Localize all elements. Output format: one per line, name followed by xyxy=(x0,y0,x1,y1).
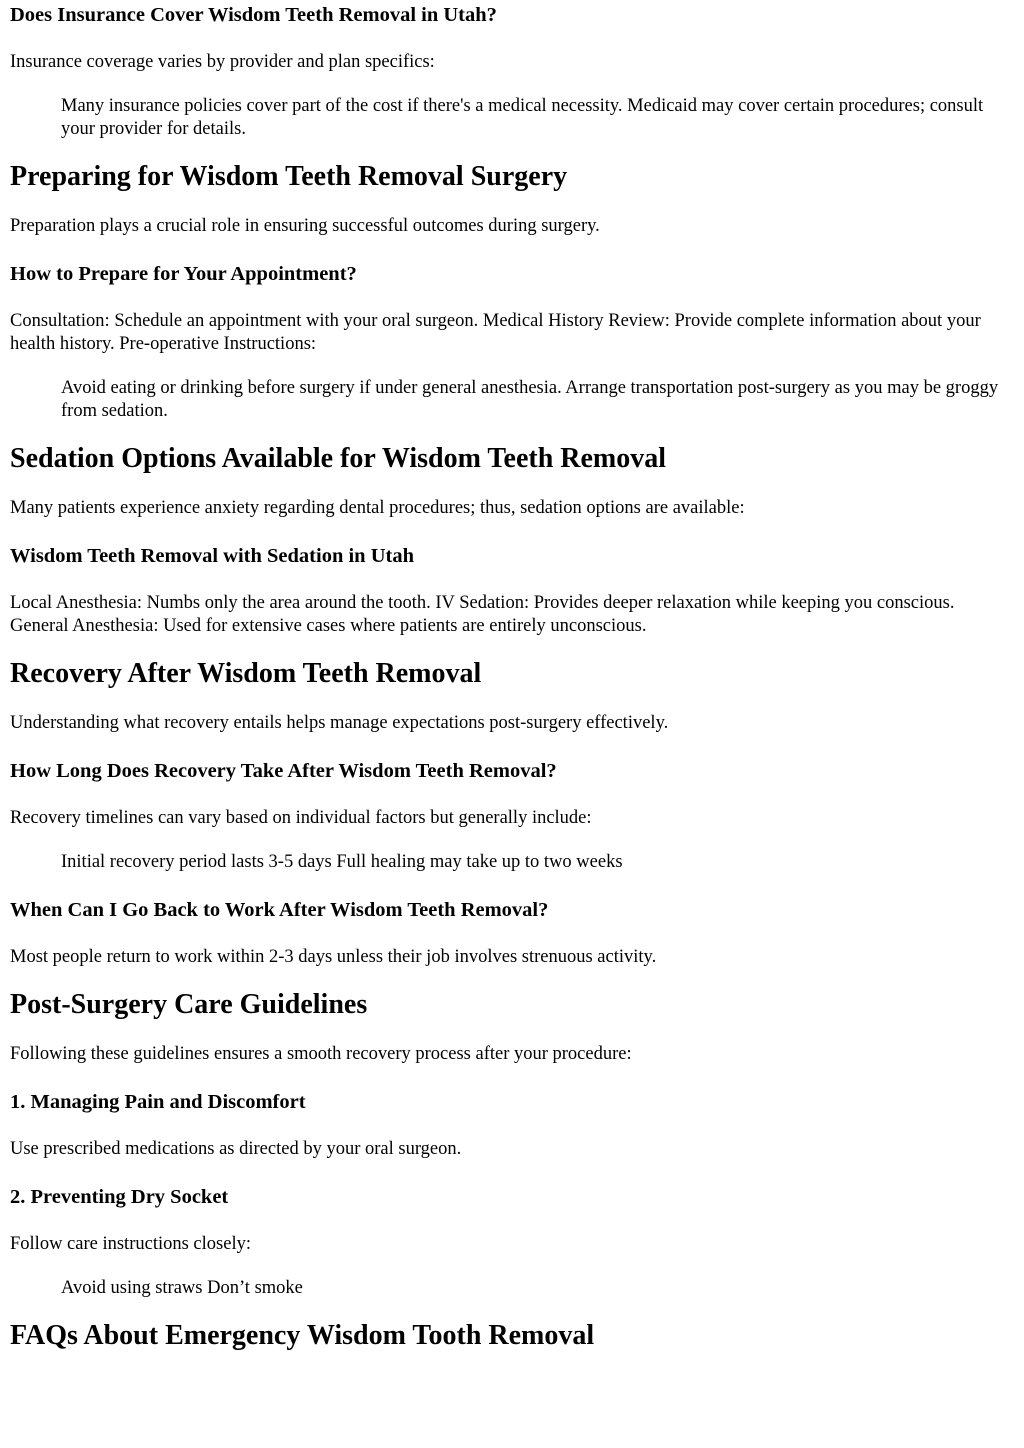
preparing-intro: Preparation plays a crucial role in ensuring successful outcomes during surgery. xyxy=(10,216,600,236)
postcare-body-dry-socket: Follow care instructions closely: xyxy=(10,1234,251,1254)
postcare-subheading-dry-socket: 2. Preventing Dry Socket xyxy=(10,1186,229,1208)
postcare-body-pain: Use prescribed medications as directed by your oral surgeon. xyxy=(10,1139,462,1159)
recovery-subheading-work: When Can I Go Back to Work After Wisdom Teeth Removal? xyxy=(10,899,549,921)
postcare-subheading-pain: 1. Managing Pain and Discomfort xyxy=(10,1091,306,1113)
insurance-heading: Does Insurance Cover Wisdom Teeth Removal in Utah? xyxy=(10,4,497,26)
sedation-body: Local Anesthesia: Numbs only the area around the tooth. IV Sedation: Provides deeper relaxation while keeping you conscious. General Anesthesia: Used for extensive cases where patients are entirely unconscious. xyxy=(10,593,955,636)
postcare-quote-dry-socket: Avoid using straws Don’t smoke xyxy=(61,1278,303,1298)
recovery-body-duration: Recovery timelines can vary based on individual factors but generally include: xyxy=(10,808,592,828)
sedation-heading: Sedation Options Available for Wisdom Teeth Removal xyxy=(10,443,667,474)
recovery-heading: Recovery After Wisdom Teeth Removal xyxy=(10,658,482,689)
postcare-intro: Following these guidelines ensures a smooth recovery process after your procedure: xyxy=(10,1044,632,1064)
recovery-intro: Understanding what recovery entails helps manage expectations post-surgery effectively. xyxy=(10,713,669,733)
insurance-intro: Insurance coverage varies by provider and plan specifics: xyxy=(10,52,435,72)
preparing-body: Consultation: Schedule an appointment with your oral surgeon. Medical History Review: Provide complete information about your health history. Pre-operative Instructions: xyxy=(10,311,981,354)
insurance-quote: Many insurance policies cover part of the cost if there's a medical necessity. Medicaid may cover certain procedures; consult your provider for details. xyxy=(61,96,984,139)
article-page xyxy=(0,2,1024,1353)
sedation-subheading: Wisdom Teeth Removal with Sedation in Utah xyxy=(10,545,414,567)
preparing-quote: Avoid eating or drinking before surgery if under general anesthesia. Arrange transportation post-surgery as you may be groggy from sedation. xyxy=(61,378,999,421)
faqs-heading: FAQs About Emergency Wisdom Tooth Removal xyxy=(10,1320,595,1351)
recovery-body-work: Most people return to work within 2-3 days unless their job involves strenuous activity. xyxy=(10,947,657,967)
postcare-heading: Post-Surgery Care Guidelines xyxy=(10,989,368,1020)
preparing-subheading: How to Prepare for Your Appointment? xyxy=(10,263,357,285)
recovery-subheading-duration: How Long Does Recovery Take After Wisdom Teeth Removal? xyxy=(10,760,557,782)
preparing-heading: Preparing for Wisdom Teeth Removal Surgery xyxy=(10,161,568,192)
recovery-quote-duration: Initial recovery period lasts 3-5 days Full healing may take up to two weeks xyxy=(61,852,623,872)
sedation-intro: Many patients experience anxiety regarding dental procedures; thus, sedation options are available: xyxy=(10,498,745,518)
